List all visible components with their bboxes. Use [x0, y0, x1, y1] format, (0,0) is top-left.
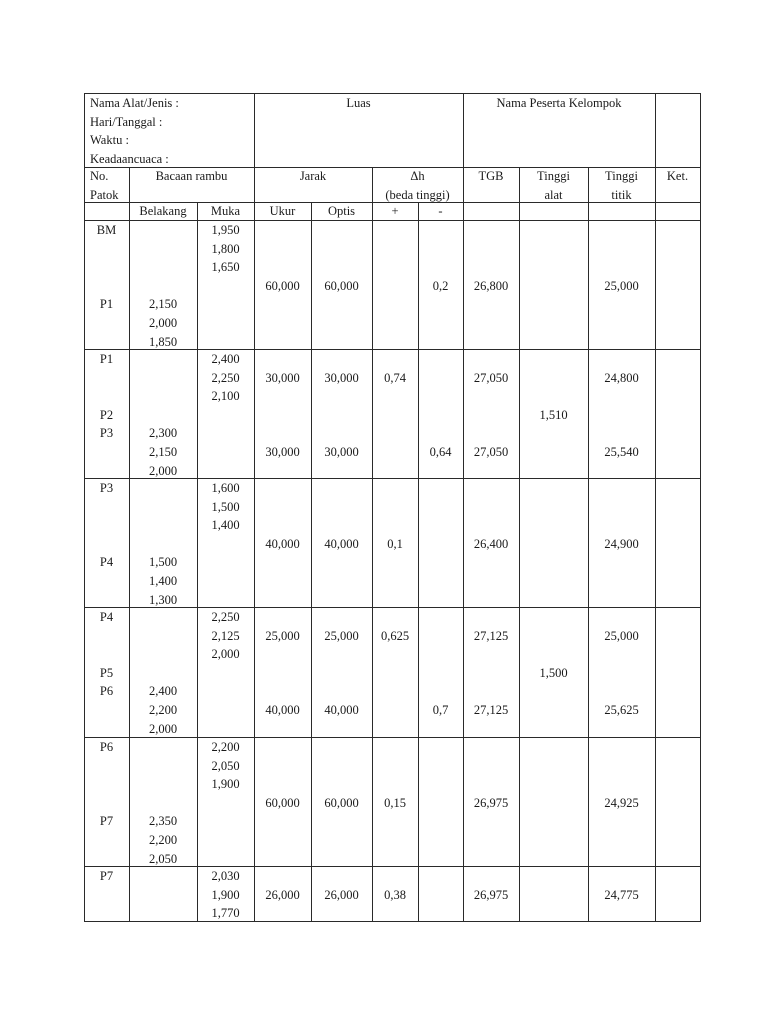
belakang-cell: 2,200 — [148, 833, 178, 847]
plus-cell: 0,15 — [384, 795, 406, 810]
tinggi-titik-cell: 24,775 — [604, 887, 639, 902]
ukur-header: Ukur — [269, 204, 296, 218]
muka-cell: 1,900 — [211, 887, 240, 902]
no-patok-cell: P6 — [99, 740, 114, 754]
belakang-cell: 2,300 — [148, 426, 178, 441]
muka-cell: 2,250 — [211, 370, 240, 385]
no-patok-cell: P3 — [99, 426, 114, 441]
table-rule — [655, 93, 656, 168]
table-border-right — [700, 93, 701, 922]
tinggi-titik-cell: 25,000 — [604, 278, 639, 293]
bacaan-rambu-header: Bacaan rambu — [155, 169, 228, 183]
muka-cell: 2,125 — [211, 628, 240, 643]
tinggi-titik-cell: 24,925 — [604, 795, 639, 810]
belakang-cell: 2,350 — [148, 814, 178, 829]
form-info-line: Keadaancuaca : — [90, 151, 169, 166]
optis-cell: 26,000 — [324, 887, 359, 902]
belakang-cell: 2,150 — [148, 297, 178, 312]
tinggi-titik-header: titik — [611, 187, 632, 202]
delta-h-header: (beda tinggi) — [385, 187, 450, 202]
muka-cell: 1,900 — [211, 777, 240, 792]
optis-cell: 60,000 — [324, 795, 359, 810]
ukur-cell: 40,000 — [265, 536, 300, 551]
minus-cell: 0,2 — [432, 278, 449, 293]
no-patok-cell: P4 — [99, 555, 114, 570]
minus-cell: 0,64 — [429, 445, 452, 459]
muka-cell: 2,400 — [211, 352, 240, 366]
column-rule — [418, 202, 419, 922]
column-rule — [129, 167, 130, 922]
muka-cell: 2,000 — [211, 647, 240, 662]
no-patok-cell: P4 — [99, 610, 114, 624]
belakang-header: Belakang — [139, 204, 187, 218]
optis-cell: 30,000 — [324, 445, 359, 459]
no-patok-cell: P6 — [99, 684, 114, 699]
tgb-cell: 26,975 — [473, 887, 509, 902]
plus-cell: 0,1 — [387, 536, 403, 551]
tinggi-alat-cell: 1,510 — [539, 407, 568, 422]
no-patok-cell: BM — [96, 223, 117, 237]
belakang-cell: 2,000 — [148, 721, 178, 736]
belakang-cell: 2,000 — [148, 316, 178, 330]
no-patok-cell: P3 — [99, 481, 114, 495]
tgb-cell: 26,800 — [473, 278, 509, 293]
ukur-cell: 60,000 — [265, 278, 300, 293]
nama-peserta-header: Nama Peserta Kelompok — [496, 96, 622, 110]
tinggi-titik-cell: 25,540 — [604, 445, 639, 459]
tinggi-titik-cell: 25,000 — [604, 628, 639, 643]
delta-h-header: Δh — [410, 169, 425, 183]
tinggi-alat-cell: 1,500 — [539, 665, 568, 680]
tgb-cell: 27,125 — [473, 628, 509, 643]
tinggi-titik-cell: 24,900 — [604, 536, 639, 551]
belakang-cell: 1,300 — [148, 592, 178, 607]
muka-cell: 1,950 — [211, 223, 240, 237]
plus-cell: 0,74 — [384, 370, 406, 385]
form-info-line: Hari/Tanggal : — [90, 114, 163, 129]
column-rule — [197, 202, 198, 922]
tinggi-titik-header: Tinggi — [605, 169, 638, 183]
tinggi-titik-cell: 25,625 — [604, 703, 639, 717]
jarak-header: Jarak — [299, 169, 327, 183]
belakang-cell: 2,400 — [148, 684, 178, 699]
tgb-cell: 26,975 — [473, 795, 509, 810]
no-patok-cell: P5 — [99, 665, 114, 680]
tinggi-titik-cell: 24,800 — [604, 370, 639, 385]
belakang-cell: 2,150 — [148, 445, 178, 459]
plus-header: + — [391, 204, 399, 218]
tgb-header: TGB — [478, 169, 504, 183]
no-patok-cell: P1 — [99, 352, 114, 366]
tinggi-alat-header: alat — [544, 187, 563, 202]
plus-cell: 0,625 — [380, 628, 410, 643]
muka-header: Muka — [210, 204, 241, 218]
tgb-cell: 27,050 — [473, 445, 509, 459]
muka-cell: 1,600 — [211, 481, 240, 495]
minus-header: - — [438, 204, 443, 218]
column-rule — [519, 167, 520, 922]
ket-header: Ket. — [666, 169, 689, 183]
belakang-cell: 1,500 — [148, 555, 178, 570]
muka-cell: 1,800 — [211, 241, 240, 256]
optis-cell: 30,000 — [324, 370, 359, 385]
optis-cell: 40,000 — [324, 703, 359, 717]
minus-cell: 0,7 — [432, 703, 449, 717]
belakang-cell: 2,000 — [148, 463, 178, 478]
muka-cell: 2,050 — [211, 758, 240, 773]
plus-cell: 0,38 — [384, 887, 406, 902]
column-rule — [311, 202, 312, 922]
optis-cell: 25,000 — [324, 628, 359, 643]
form-info-line: Nama Alat/Jenis : — [90, 96, 179, 110]
belakang-cell: 2,200 — [148, 703, 178, 717]
belakang-cell: 1,400 — [148, 574, 178, 588]
table-border-bottom — [84, 921, 701, 922]
muka-cell: 2,030 — [211, 869, 240, 883]
tgb-cell: 27,125 — [473, 703, 509, 717]
tinggi-alat-header: Tinggi — [537, 169, 570, 183]
ukur-cell: 30,000 — [265, 370, 300, 385]
form-info-line: Waktu : — [90, 133, 129, 148]
table-border-left — [84, 93, 85, 922]
ukur-cell: 60,000 — [265, 795, 300, 810]
muka-cell: 1,650 — [211, 260, 240, 275]
ukur-cell: 25,000 — [265, 628, 300, 643]
no-patok-header: No. — [90, 169, 109, 183]
muka-cell: 2,250 — [211, 610, 240, 624]
optis-header: Optis — [327, 204, 356, 218]
optis-cell: 40,000 — [324, 536, 359, 551]
no-patok-cell: P2 — [99, 407, 114, 422]
muka-cell: 1,400 — [211, 518, 240, 533]
no-patok-cell: P7 — [99, 869, 114, 883]
muka-cell: 1,500 — [211, 499, 240, 514]
muka-cell: 1,770 — [211, 906, 240, 921]
no-patok-cell: P7 — [99, 814, 114, 829]
ukur-cell: 40,000 — [265, 703, 300, 717]
tgb-cell: 27,050 — [473, 370, 509, 385]
belakang-cell: 2,050 — [148, 851, 178, 866]
column-rule — [655, 167, 656, 922]
muka-cell: 2,200 — [211, 740, 240, 754]
luas-header: Luas — [346, 96, 371, 110]
muka-cell: 2,100 — [211, 389, 240, 404]
tgb-cell: 26,400 — [473, 536, 509, 551]
belakang-cell: 1,850 — [148, 334, 178, 349]
ukur-cell: 30,000 — [265, 445, 300, 459]
no-patok-cell: P1 — [99, 297, 114, 312]
optis-cell: 60,000 — [324, 278, 359, 293]
no-patok-header: Patok — [90, 187, 119, 202]
ukur-cell: 26,000 — [265, 887, 300, 902]
